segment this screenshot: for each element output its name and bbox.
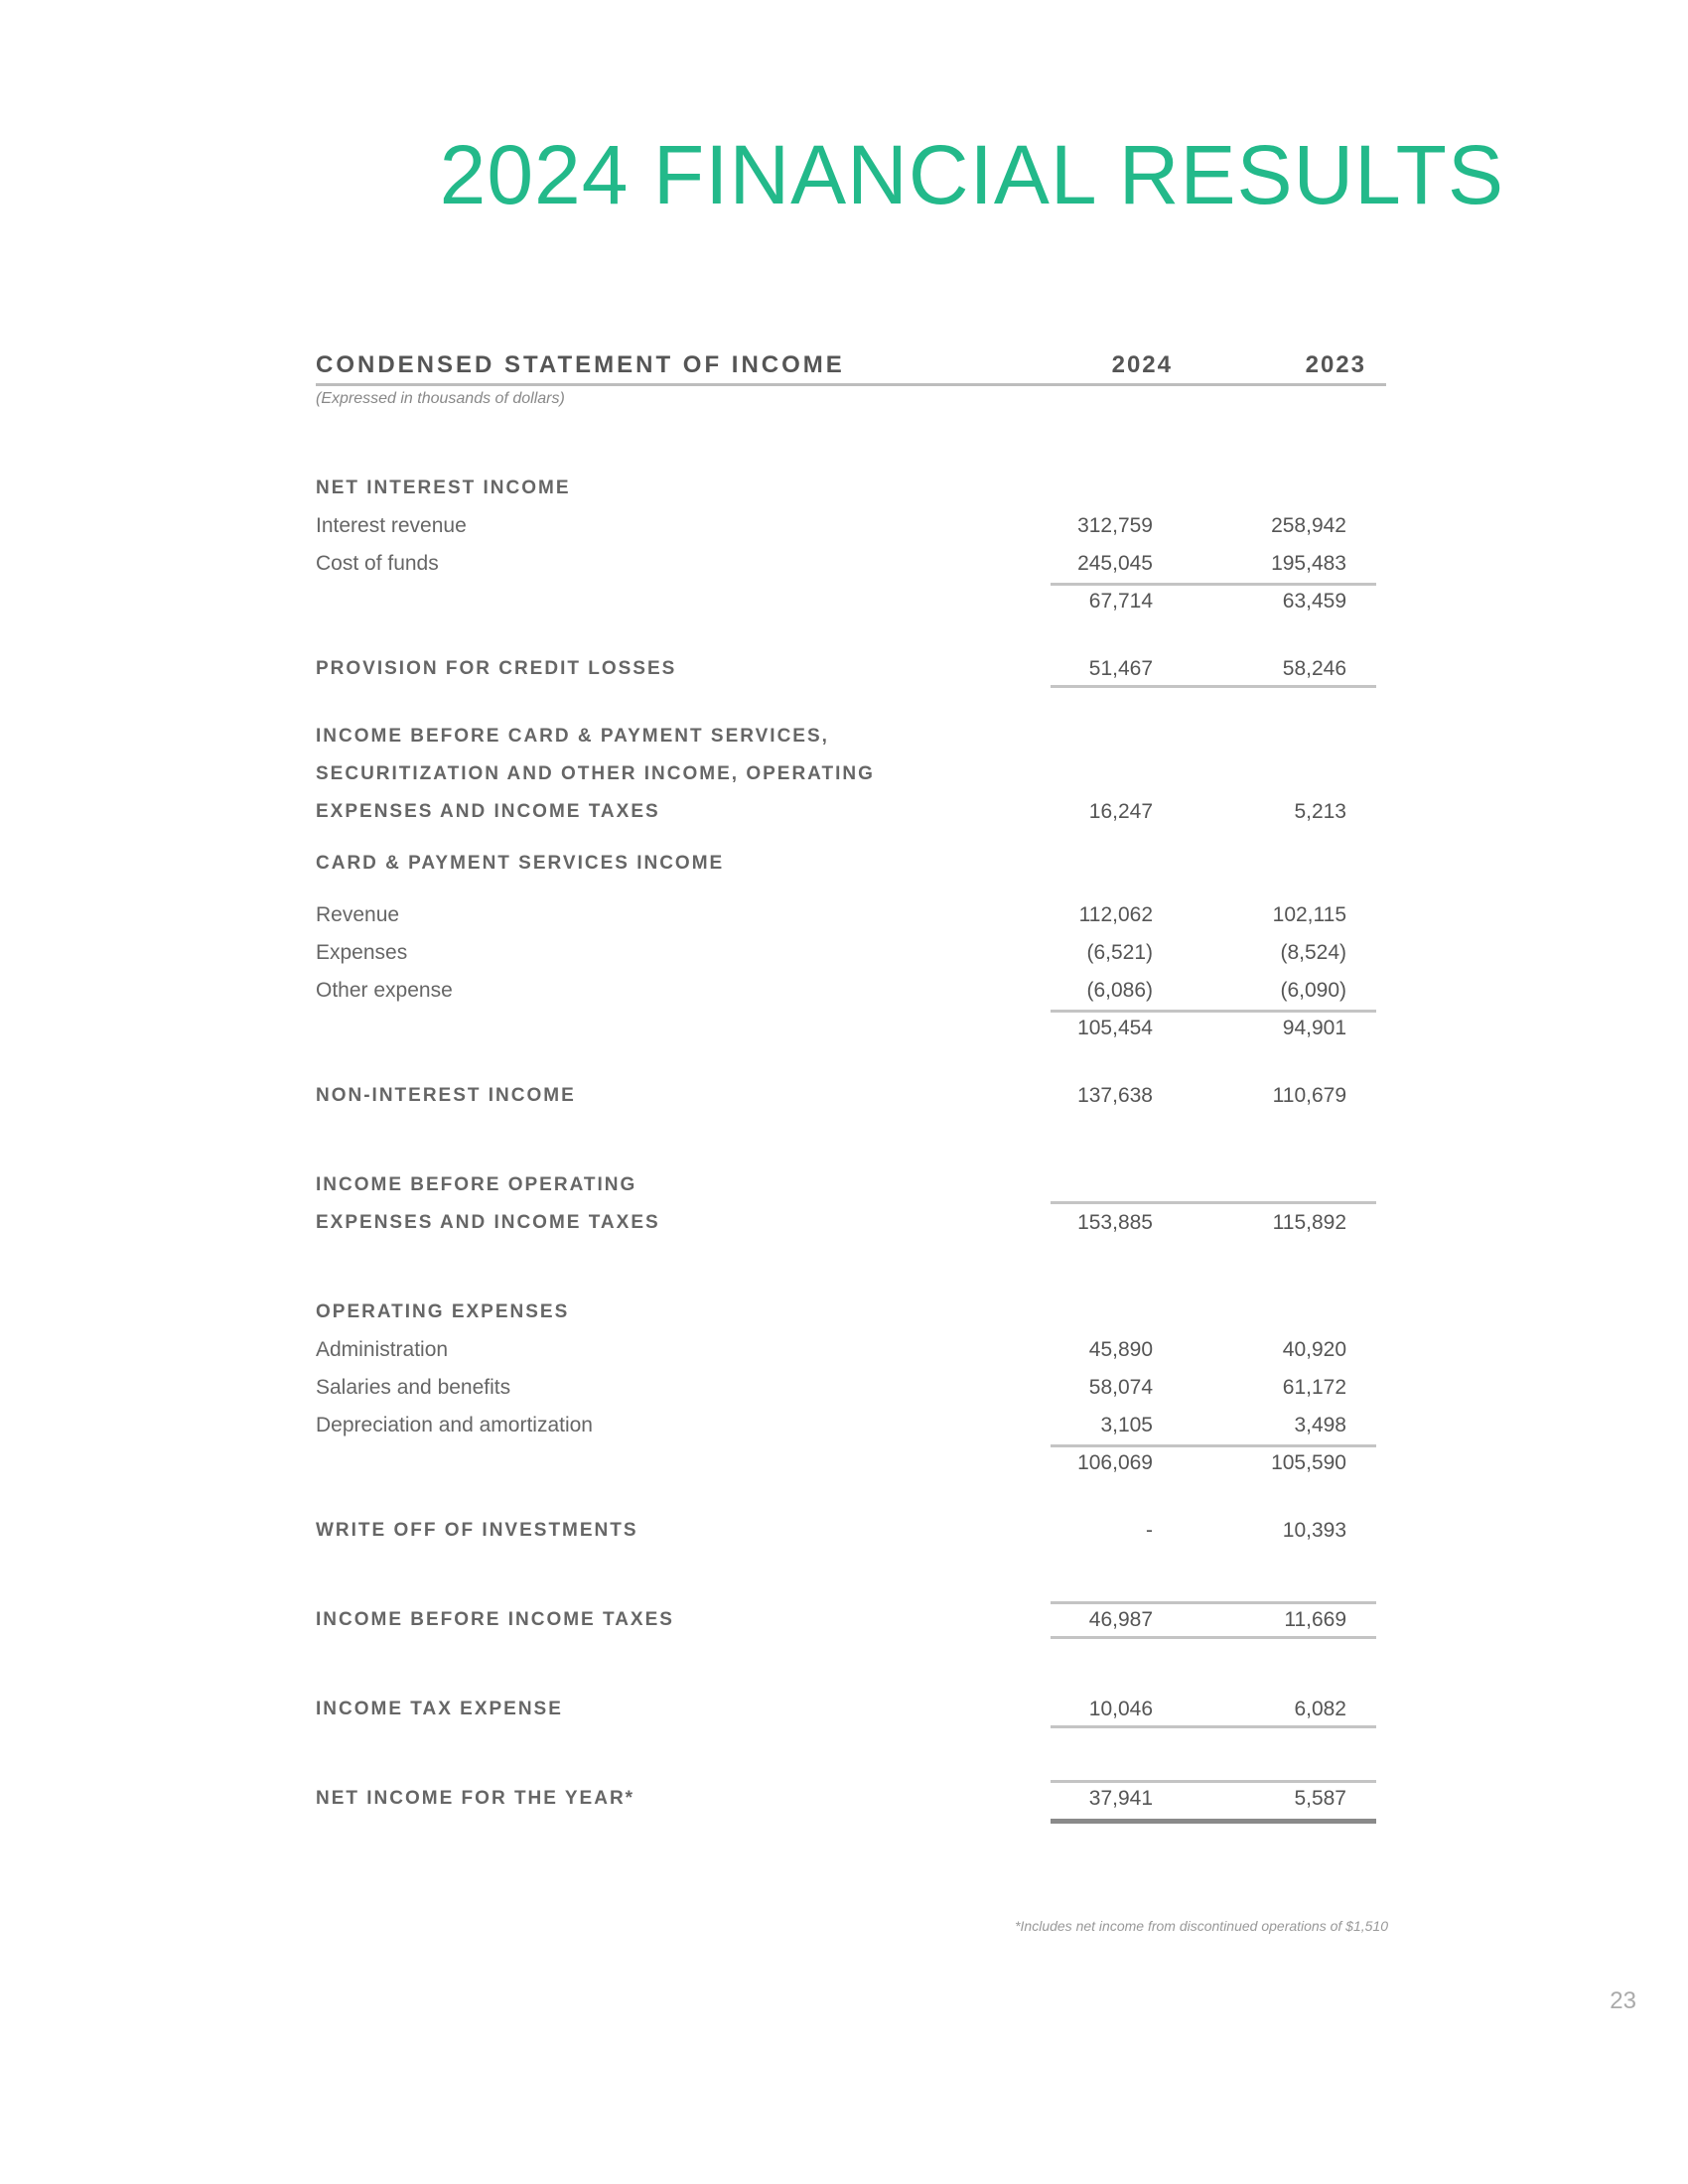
- section-non-interest-income: [316, 1077, 1386, 1115]
- section-label-line2: SECURITIZATION AND OTHER INCOME, OPERATING: [316, 763, 875, 784]
- section-write-off: [316, 1512, 1386, 1550]
- value-2023: 11,669: [1284, 1608, 1346, 1631]
- row-label: Revenue: [316, 903, 400, 926]
- section-label: NON-INTEREST INCOME: [316, 1085, 576, 1106]
- row-label: Cost of funds: [316, 552, 439, 575]
- section-rule: [1051, 1725, 1376, 1728]
- subtotal-row: [316, 1010, 1386, 1047]
- section-income-tax: [316, 1691, 1386, 1728]
- section-label: NET INTEREST INCOME: [316, 478, 571, 498]
- statement-subtitle: (Expressed in thousands of dollars): [316, 390, 565, 407]
- table-row: [316, 972, 1386, 1010]
- table-row: [316, 896, 1386, 934]
- value-2023: 105,590: [1271, 1451, 1346, 1474]
- value-2023: 40,920: [1282, 1338, 1346, 1361]
- value-2024: 37,941: [1088, 1787, 1153, 1810]
- value-2024: 58,074: [1088, 1376, 1153, 1399]
- section-rule-bottom: [1051, 1636, 1376, 1639]
- value-2024: 106,069: [1077, 1451, 1153, 1474]
- value-2024: 3,105: [1100, 1414, 1153, 1436]
- value-2023: 110,679: [1272, 1084, 1346, 1107]
- section-income-before-card-line2: [316, 755, 1386, 793]
- value-2024: 46,987: [1088, 1608, 1153, 1631]
- value-2024: (6,086): [1086, 979, 1153, 1002]
- value-2024: 10,046: [1088, 1698, 1153, 1720]
- section-card-payment: [316, 845, 1386, 883]
- double-rule: [1051, 1819, 1376, 1824]
- section-income-before-operating: [316, 1166, 1386, 1204]
- value-2023: 258,942: [1271, 514, 1346, 537]
- value-2024: 112,062: [1078, 903, 1153, 926]
- value-2024: 312,759: [1077, 514, 1153, 537]
- section-label-line1: INCOME BEFORE CARD & PAYMENT SERVICES,: [316, 726, 829, 747]
- table-row: [316, 1331, 1386, 1369]
- table-row: [316, 507, 1386, 545]
- value-2023: 195,483: [1271, 552, 1346, 575]
- footnote: *Includes net income from discontinued operations of $1,510: [1015, 1918, 1388, 1934]
- section-income-before-taxes: [316, 1601, 1386, 1639]
- section-income-before-card: [316, 718, 1386, 755]
- value-2023: 61,172: [1282, 1376, 1346, 1399]
- table-row: [316, 545, 1386, 583]
- year-column-2024: 2024: [1111, 351, 1173, 378]
- value-2023: 63,459: [1282, 590, 1346, 613]
- value-2024: 16,247: [1088, 800, 1153, 823]
- page-title: 2024 FINANCIAL RESULTS: [439, 128, 1504, 221]
- value-2023: 10,393: [1282, 1519, 1346, 1542]
- value-2024: 67,714: [1088, 590, 1153, 613]
- section-income-before-card-line3: [316, 793, 1386, 831]
- value-2023: 115,892: [1272, 1211, 1346, 1234]
- section-net-income: [316, 1780, 1386, 1818]
- value-2023: (8,524): [1280, 941, 1346, 964]
- section-label: NET INCOME FOR THE YEAR*: [316, 1788, 635, 1809]
- year-column-2023: 2023: [1305, 351, 1366, 378]
- value-2023: (6,090): [1280, 979, 1346, 1002]
- section-label: PROVISION FOR CREDIT LOSSES: [316, 658, 677, 679]
- row-label: Administration: [316, 1338, 449, 1361]
- statement-title: CONDENSED STATEMENT OF INCOME: [316, 351, 845, 378]
- row-label: Salaries and benefits: [316, 1376, 511, 1399]
- section-label: CARD & PAYMENT SERVICES INCOME: [316, 853, 725, 874]
- value-2023: 58,246: [1282, 657, 1346, 680]
- row-label: Interest revenue: [316, 514, 467, 537]
- value-2023: 5,213: [1294, 800, 1346, 823]
- value-2024: 137,638: [1077, 1084, 1153, 1107]
- section-label-line3: EXPENSES AND INCOME TAXES: [316, 801, 660, 822]
- section-label-line2: EXPENSES AND INCOME TAXES: [316, 1212, 660, 1233]
- value-2024: 153,885: [1077, 1211, 1153, 1234]
- value-2024: 51,467: [1088, 657, 1153, 680]
- section-label-line1: INCOME BEFORE OPERATING: [316, 1174, 637, 1195]
- income-statement: [316, 345, 1386, 1818]
- value-2024: 45,890: [1088, 1338, 1153, 1361]
- value-2023: 102,115: [1272, 903, 1346, 926]
- section-label: INCOME TAX EXPENSE: [316, 1699, 563, 1719]
- statement-header: [316, 345, 1386, 386]
- table-row: [316, 1369, 1386, 1407]
- value-2023: 5,587: [1294, 1787, 1346, 1810]
- section-label: WRITE OFF OF INVESTMENTS: [316, 1520, 638, 1541]
- value-2024: (6,521): [1086, 941, 1153, 964]
- section-net-interest-income: [316, 470, 1386, 507]
- value-2023: 6,082: [1294, 1698, 1346, 1720]
- row-label: Depreciation and amortization: [316, 1414, 593, 1436]
- value-2023: 94,901: [1282, 1017, 1346, 1039]
- value-2024: -: [1146, 1519, 1153, 1542]
- section-label: INCOME BEFORE INCOME TAXES: [316, 1609, 674, 1630]
- table-row: [316, 1407, 1386, 1444]
- section-operating-expenses: [316, 1294, 1386, 1331]
- value-2024: 245,045: [1077, 552, 1153, 575]
- row-label: Other expense: [316, 979, 453, 1002]
- section-label: OPERATING EXPENSES: [316, 1301, 570, 1322]
- section-rule: [1051, 685, 1376, 688]
- subtotal-row: [316, 583, 1386, 620]
- value-2024: 105,454: [1077, 1017, 1153, 1039]
- section-income-before-operating-line2: [316, 1204, 1386, 1242]
- page-number: 23: [1610, 1987, 1636, 2014]
- value-2023: 3,498: [1294, 1414, 1346, 1436]
- row-label: Expenses: [316, 941, 408, 964]
- table-row: [316, 934, 1386, 972]
- subtotal-row: [316, 1444, 1386, 1482]
- section-provision: [316, 650, 1386, 688]
